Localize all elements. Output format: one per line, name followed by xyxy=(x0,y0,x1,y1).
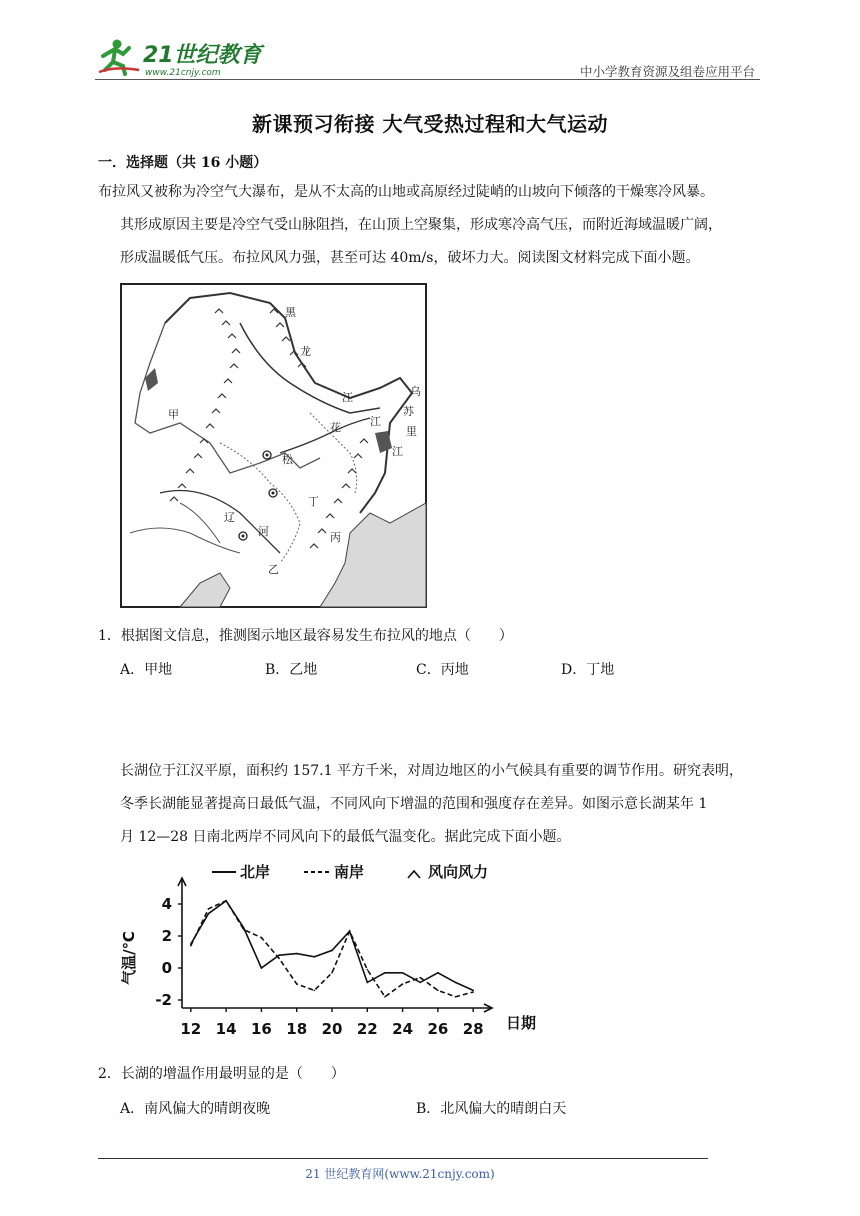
map-label-su: 苏 xyxy=(403,405,414,418)
passage-1 xyxy=(98,176,768,275)
data-point xyxy=(349,930,351,932)
passage-2-line-2: 冬季长湖能显著提高日最低气温，不同风向下增温的范围和强度存在差异。如图示意长湖某年 1 xyxy=(120,796,708,812)
wind-barb-icon xyxy=(408,871,420,878)
x-tick-label: 24 xyxy=(392,1020,414,1038)
data-point xyxy=(437,990,439,992)
x-tick-label: 12 xyxy=(180,1020,202,1038)
data-point xyxy=(402,983,404,985)
section-heading: 一．选择题（共 16 小题） xyxy=(98,155,268,171)
y-tick-label: 2 xyxy=(161,927,172,945)
map-label-jiang-2: 江 xyxy=(392,445,403,458)
y-tick-label: -2 xyxy=(155,991,172,1009)
q1-option-d[interactable]: D．丁地 xyxy=(561,662,615,678)
y-tick-label: 0 xyxy=(161,959,172,977)
q1-option-c[interactable]: C．丙地 xyxy=(416,662,469,678)
data-point xyxy=(402,972,404,974)
passage-1-line-1: 布拉风又被称为冷空气大瀑布，是从不太高的山地或高原经过陡峭的山坡向下倾落的干燥寒冷风暴。 xyxy=(98,184,714,200)
runner-icon xyxy=(99,40,139,75)
data-point xyxy=(472,991,474,993)
data-point xyxy=(261,967,263,969)
q2-option-a[interactable]: A．南风偏大的晴朗夜晚 xyxy=(120,1101,271,1117)
data-point xyxy=(419,982,421,984)
legend-south: 南岸 xyxy=(334,863,365,881)
passage-2-line-1: 长湖位于江汉平原，面积约 157.1 平方千米，对周边地区的小气候具有重要的调节作用。研究表明， xyxy=(120,763,743,779)
data-point xyxy=(261,937,263,939)
data-point xyxy=(278,958,280,960)
data-point xyxy=(296,953,298,955)
temperature-chart xyxy=(120,858,550,1050)
passage-1-line-2: 其形成原因主要是冷空气受山脉阻挡，在山顶上空聚集，形成寒冷高气压，而附近海域温暖广阔， xyxy=(120,217,722,233)
data-point xyxy=(455,996,457,998)
question-1: 1．根据图文信息，推测图示地区最容易发生布拉风的地点（ ） xyxy=(98,628,513,644)
q1-option-a[interactable]: A．甲地 xyxy=(120,662,173,678)
series-line-north xyxy=(191,901,473,991)
x-tick-label: 20 xyxy=(321,1020,343,1038)
map-label-song: 松 xyxy=(282,453,293,466)
series-line-south xyxy=(191,901,473,997)
data-point xyxy=(366,982,368,984)
data-point xyxy=(208,908,210,910)
map-label-long: 龙 xyxy=(300,345,311,358)
passage-1-line-3: 形成温暖低气压。布拉风风力强，甚至可达 40m/s，破坏力大。阅读图文材料完成下面小题。 xyxy=(120,250,700,266)
data-point xyxy=(190,945,192,947)
map-label-hua: 花 xyxy=(330,421,341,434)
q2-option-b[interactable]: B．北风偏大的晴朗白天 xyxy=(416,1101,567,1117)
data-point xyxy=(472,990,474,992)
data-point xyxy=(331,950,333,952)
platform-name: 中小学教育资源及组卷应用平台 xyxy=(579,64,755,79)
legend-north: 北岸 xyxy=(240,863,271,881)
data-point xyxy=(278,954,280,956)
x-tick-label: 18 xyxy=(286,1020,308,1038)
x-tick-label: 28 xyxy=(462,1020,484,1038)
map-label-wu: 乌 xyxy=(410,385,421,398)
x-tick-label: 16 xyxy=(250,1020,272,1038)
data-point xyxy=(366,969,368,971)
svg-text:21世纪教育: 21世纪教育 xyxy=(143,43,262,68)
site-logo xyxy=(95,36,275,80)
y-axis-label: 气温/℃ xyxy=(120,931,138,985)
map-label-liao: 辽 xyxy=(224,511,235,524)
page-title: 新课预习衔接 大气受热过程和大气运动 xyxy=(252,112,608,136)
map-label-ding: 丁 xyxy=(308,495,319,508)
x-tick-label: 26 xyxy=(427,1020,449,1038)
map-label-jia: 甲 xyxy=(168,408,179,421)
data-point xyxy=(331,972,333,974)
x-axis-label: 日期 xyxy=(506,1014,537,1032)
map-label-jiang-1: 江 xyxy=(342,391,353,404)
map-label-bing: 丙 xyxy=(330,531,341,544)
footer-divider xyxy=(98,1158,708,1159)
data-point xyxy=(243,929,245,931)
data-point xyxy=(384,972,386,974)
svg-text:www.21cnjy.com: www.21cnjy.com xyxy=(145,68,221,78)
x-tick-label: 22 xyxy=(356,1020,378,1038)
data-point xyxy=(455,982,457,984)
northeast-china-map xyxy=(120,283,427,608)
data-point xyxy=(419,977,421,979)
question-2: 2．长湖的增温作用最明显的是（ ） xyxy=(98,1066,345,1082)
data-point xyxy=(314,956,316,958)
data-point xyxy=(384,996,386,998)
data-point xyxy=(225,900,227,902)
y-tick-label: 4 xyxy=(161,895,172,913)
header-divider xyxy=(95,79,760,80)
map-label-he: 河 xyxy=(258,525,269,538)
data-point xyxy=(314,990,316,992)
q1-option-b[interactable]: B．乙地 xyxy=(265,662,318,678)
data-point xyxy=(437,972,439,974)
footer-link[interactable]: 21 世纪教育网(www.21cnjy.com) xyxy=(305,1167,495,1181)
passage-2 xyxy=(120,755,770,854)
map-label-li: 里 xyxy=(406,425,417,438)
passage-2-line-3: 月 12—28 日南北两岸不同风向下的最低气温变化。据此完成下面小题。 xyxy=(120,829,571,845)
data-point xyxy=(296,983,298,985)
map-label-yi: 乙 xyxy=(268,563,279,576)
x-tick-label: 14 xyxy=(215,1020,237,1038)
legend-wind: 风向风力 xyxy=(428,863,489,881)
map-label-jiang-3: 江 xyxy=(370,415,381,428)
map-label-hei: 黑 xyxy=(285,306,296,319)
data-point xyxy=(208,913,210,915)
